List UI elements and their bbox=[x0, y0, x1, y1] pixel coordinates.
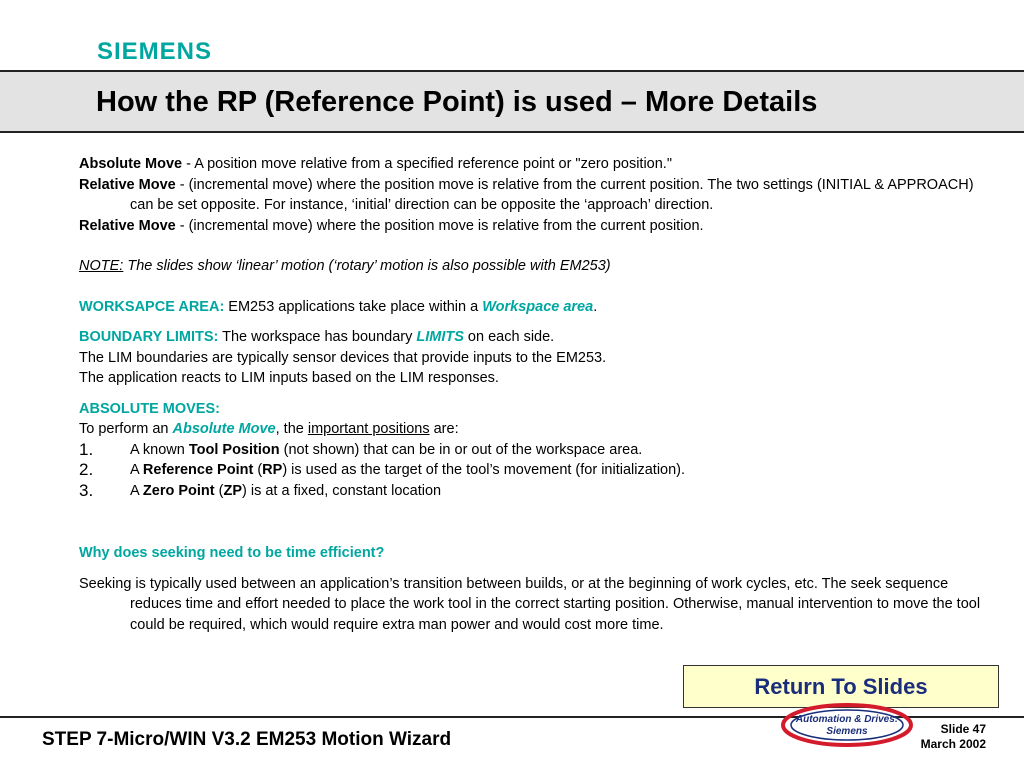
list-text: A Reference Point (RP) is used as the target of the tool’s movement (for initialization). bbox=[130, 462, 686, 478]
definition-text: - (incremental move) where the position move is relative from the current position. The two settings (INITIAL & APPROACH) can be set opposite. For instance, ‘initial’ direction can be opposite the ‘approach’ direction. bbox=[130, 176, 974, 213]
list-number: 3. bbox=[79, 480, 94, 500]
list-number: 2. bbox=[79, 460, 94, 479]
definition-term: Relative Move bbox=[79, 217, 176, 234]
boundary-line: The LIM boundaries are typically sensor devices that provide inputs to the EM253. bbox=[79, 349, 607, 366]
workspace-text: EM253 applications take place within a bbox=[224, 298, 483, 315]
definition-relative-move bbox=[79, 175, 999, 216]
intro-emph: Absolute Move bbox=[172, 421, 276, 437]
slide-number: Slide 47 bbox=[940, 722, 986, 736]
slide-info bbox=[921, 722, 986, 752]
boundary-end: on each side. bbox=[463, 329, 555, 345]
badge-line1: Automation & Drives: bbox=[795, 714, 899, 725]
workspace-end: . bbox=[593, 298, 598, 315]
return-to-slides-button[interactable]: Return To Slides bbox=[683, 665, 999, 708]
workspace-emph: Workspace area bbox=[482, 298, 594, 315]
intro-a: To perform an bbox=[79, 421, 173, 437]
siemens-logo: SIEMENS bbox=[97, 38, 213, 65]
slide-date: March 2002 bbox=[920, 737, 986, 751]
list-number: 1. bbox=[79, 439, 94, 459]
boundary-emph: LIMITS bbox=[416, 329, 464, 345]
note-text: The slides show ‘linear’ motion (‘rotary’ motion is also possible with EM253) bbox=[123, 258, 611, 274]
list-item bbox=[79, 440, 999, 461]
definition-term: Relative Move bbox=[79, 176, 176, 193]
slide-body bbox=[79, 154, 999, 635]
boundary-text: The workspace has boundary bbox=[218, 329, 417, 345]
footer-title: STEP 7-Micro/WIN V3.2 EM253 Motion Wizard bbox=[42, 729, 452, 750]
intro-b: , the bbox=[275, 421, 308, 437]
definition-absolute-move bbox=[79, 154, 999, 175]
question-heading: Why does seeking need to be time efficient? bbox=[79, 545, 385, 561]
absolute-moves-intro bbox=[79, 419, 999, 440]
boundary-limits bbox=[79, 327, 999, 348]
intro-underlined: important positions bbox=[307, 421, 430, 437]
page-title: How the RP (Reference Point) is used – More Details bbox=[96, 86, 818, 118]
workspace-heading: WORKSAPCE AREA: bbox=[79, 298, 225, 315]
list-item bbox=[79, 481, 999, 502]
intro-c: are: bbox=[429, 421, 459, 437]
note-label: NOTE: bbox=[79, 258, 124, 274]
answer-paragraph: Seeking is typically used between an application’s transition between builds, or at the beginning of work cycles, etc. The seek sequence reduces time and effort needed to place the work tool in the correct starting position. Otherwise, manual intervention to move the tool could be required, which would require extra man power and would cost more time. bbox=[79, 575, 981, 633]
definition-relative-move-2 bbox=[79, 216, 999, 237]
definition-text: - (incremental move) where the position move is relative from the current position. bbox=[175, 217, 704, 234]
boundary-line: The application reacts to LIM inputs based on the LIM responses. bbox=[79, 370, 499, 386]
badge-line2: Siemens bbox=[826, 726, 868, 737]
automation-drives-badge bbox=[780, 701, 915, 748]
note bbox=[79, 256, 999, 277]
list-item bbox=[79, 460, 999, 481]
definition-text: - A position move relative from a specified reference point or "zero position." bbox=[182, 156, 672, 172]
definition-term: Absolute Move bbox=[79, 156, 183, 172]
boundary-heading: BOUNDARY LIMITS: bbox=[79, 329, 219, 345]
absolute-moves-heading: ABSOLUTE MOVES: bbox=[79, 400, 220, 417]
title-band bbox=[0, 70, 1024, 133]
workspace-area bbox=[79, 297, 999, 318]
list-text: A Zero Point (ZP) is at a fixed, constant location bbox=[130, 482, 442, 499]
list-text: A known Tool Position (not shown) that can be in or out of the workspace area. bbox=[130, 441, 643, 458]
